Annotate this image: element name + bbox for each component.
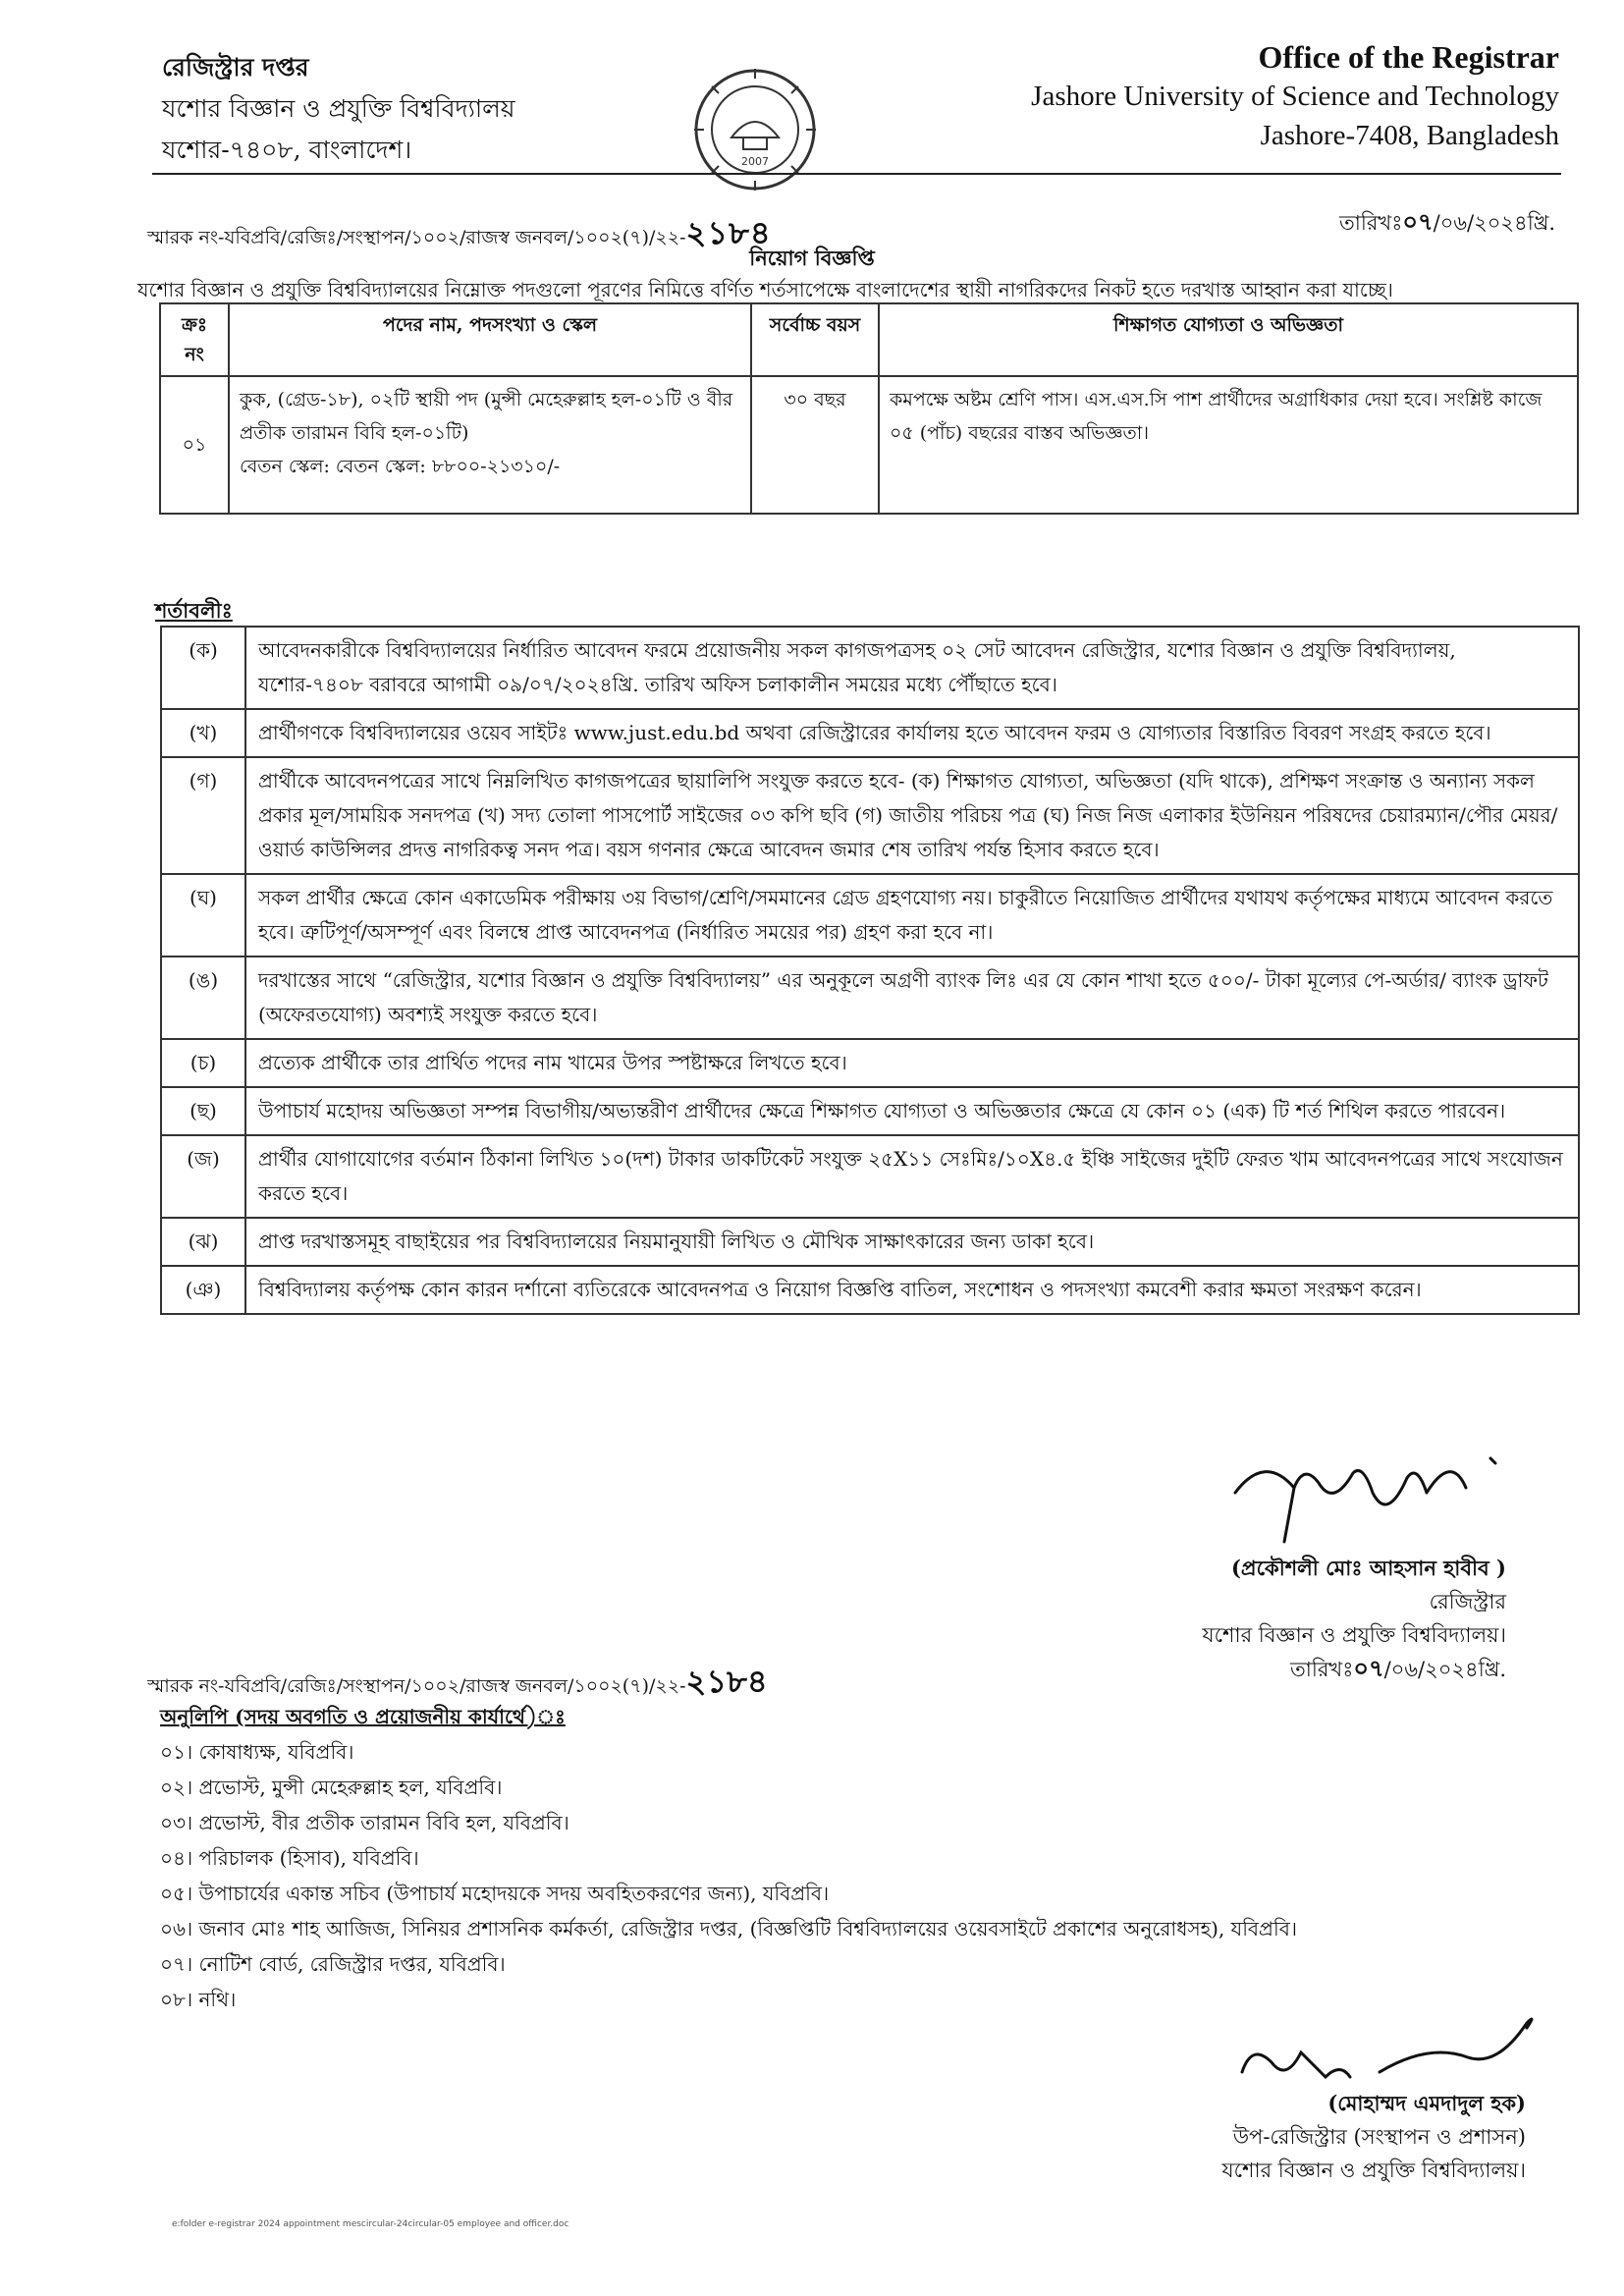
row-post [229,376,751,514]
memo2-ref-handwritten: ২১৮৪ [685,1663,768,1700]
address-bn: যশোর-৭৪০৮, বাংলাদেশ। [162,136,412,164]
date-label: তারিখঃ [1339,211,1403,235]
university-name-en: Jashore University of Science and Technology [1031,81,1559,112]
registrar-org: যশোর বিজ্ঞান ও প্রযুক্তি বিশ্ববিদ্যালয়। [1202,1623,1506,1647]
list-item: ০৮। নথি। [160,1988,237,2011]
condition-text: দরখাস্তের সাথে “রেজিস্ট্রার, যশোর বিজ্ঞান ও প্রযুক্তি বিশ্ববিদ্যালয়” এর অনুকূলে অগ্রণী ব্যাংক লিঃ এর যে কোন শাখা হতে ৫০০/- টাকা মূল্যের পে-অর্ডার/ ব্যাংক ড্রাফট (অফেরতযোগ্য) অবশ্যই সংযুক্ত করতে হবে। [245,957,1579,1039]
condition-key: (ক) [161,627,245,709]
conditions-table [160,626,1580,1315]
condition-row [161,709,1579,757]
condition-key: (জ) [161,1135,245,1218]
condition-key: (ঙ) [161,957,245,1039]
cc-title: অনুলিপি (সদয় অবগতি ও প্রয়োজনীয় কার্যার্থে)ঃ [160,1705,566,1728]
registrar-signature-icon [1225,1434,1520,1552]
post-table [159,302,1579,515]
post-scale: বেতন স্কেল: বেতন স্কেল: ৮৮০০-২১৩১০/- [240,456,561,477]
condition-text: প্রত্যেক প্রার্থীকে তার প্রার্থিত পদের নাম খামের উপর স্পষ্টাক্ষরে লিখতে হবে। [245,1039,1579,1087]
condition-text: উপাচার্য মহোদয় অভিজ্ঞতা সম্পন্ন বিভাগীয়/অভ্যন্তরীণ প্রার্থীদের ক্ষেত্রে শিক্ষাগত যোগ্যতা ও অভিজ্ঞতার ক্ষেত্রে যে কোন ০১ (এক) টি শর্ত শিথিল করতে পারবেন। [245,1087,1579,1135]
notice-title: নিয়োগ বিজ্ঞপ্তি [749,246,875,270]
memo-ref-handwritten: ২১৮৪ [685,214,772,251]
condition-key: (ঝ) [161,1218,245,1266]
file-path-footer: e:folder e-registrar 2024 appointment mescircular-24circular-05 employee and officer.doc [172,2219,569,2229]
condition-row [161,1039,1579,1087]
cc-list [160,1699,1297,2017]
seal-year: 2007 [741,155,769,168]
condition-key: (গ) [161,757,245,874]
condition-key: (ঘ) [161,874,245,957]
col-qualification: শিক্ষাগত যোগ্যতা ও অভিজ্ঞতা [879,303,1578,376]
memo2-ref-text: স্মারক নং-যবিপ্রবি/রেজিঃ/সংস্থাপন/১০০২/রাজস্ব জনবল/১০০২(৭)/২২- [147,1675,686,1697]
deputy-registrar-title: উপ-রেজিস্ট্রার (সংস্থাপন ও প্রশাসন) [1232,2125,1526,2149]
row-qualification: কমপক্ষে অষ্টম শ্রেণি পাস। এস.এস.সি পাশ প্রার্থীদের অগ্রাধিকার দেয়া হবে। সংশ্লিষ্ট কাজে ০৫ (পাঁচ) বছরের বাস্তব অভিজ্ঞতা। [879,376,1578,514]
col-post: পদের নাম, পদসংখ্যা ও স্কেল [229,303,751,376]
registrar-title: রেজিস্ট্রার [1429,1590,1506,1613]
list-item: ০৬। জনাব মোঃ শাহ আজিজ, সিনিয়র প্রশাসনিক কর্মকর্তা, রেজিস্ট্রার দপ্তর, (বিজ্ঞপ্তিটি বিশ্ববিদ্যালয়ের ওয়েবসাইটে প্রকাশের অনুরোধসহ), যবিপ্রবি। [160,1917,1297,1941]
address-en: Jashore-7408, Bangladesh [1260,120,1559,151]
post-table-header-row [160,303,1578,376]
registrar-date: তারিখঃ০৭/০৬/২০২৪খ্রি. [1290,1655,1506,1682]
condition-text: প্রার্থীগণকে বিশ্ববিদ্যালয়ের ওয়েব সাইটঃ www.just.edu.bd অথবা রেজিস্ট্রারের কার্যালয় হতে আবেদন ফরম ও যোগ্যতার বিস্তারিত বিবরণ সংগ্রহ করতে হবে। [245,709,1579,757]
condition-row [161,627,1579,709]
condition-text: প্রার্থীর যোগাযোগের বর্তমান ঠিকানা লিখিত ১০(দশ) টাকার ডাকটিকেট সংযুক্ত ২৫X১১ সেঃমিঃ/১০X৪.৫ ইঞ্চি সাইজের দুইটি ফেরত খাম আবেদনপত্রের সাথে সংযোজন করতে হবে। [245,1135,1579,1218]
condition-row [161,1135,1579,1218]
deputy-registrar-org: যশোর বিজ্ঞান ও প্রযুক্তি বিশ্ববিদ্যালয়। [1221,2159,1526,2182]
list-item: ০৭। নোটিশ বোর্ড, রেজিস্ট্রার দপ্তর, যবিপ্রবি। [160,1952,506,1976]
condition-row [161,874,1579,957]
list-item: ০৪। পরিচালক (হিসাব), যবিপ্রবি। [160,1846,419,1870]
condition-key: (ঞ) [161,1266,245,1314]
notice-intro: যশোর বিজ্ঞান ও প্রযুক্তি বিশ্ববিদ্যালয়ের নিম্নোক্ত পদগুলো পূরণের নিমিত্তে বর্ণিত শর্তসাপেক্ষে বাংলাদেশের স্থায়ী নাগরিকদের নিকট হতে দরখাস্ত আহ্বান করা যাচ্ছে। [137,278,1393,301]
memo-ref-text: স্মারক নং-যবিপ্রবি/রেজিঃ/সংস্থাপন/১০০২/রাজস্ব জনবল/১০০২(৭)/২২- [147,227,686,248]
condition-row [161,1218,1579,1266]
row-sl: ০১ [160,376,229,514]
condition-key: (ছ) [161,1087,245,1135]
deputy-registrar-name: (মোহাম্মদ এমদাদুল হক) [1327,2091,1526,2115]
condition-key: (খ) [161,709,245,757]
post-name: কুক, (গ্রেড-১৮), ০২টি স্থায়ী পদ (মুন্সী মেহেরুল্লাহ হল-০১টি ও বীর প্রতীক তারামন বিবি হল-০১টি) [240,389,733,444]
header-bangla [162,47,515,171]
condition-row [161,957,1579,1039]
condition-text: বিশ্ববিদ্যালয় কর্তৃপক্ষ কোন কারন দর্শানো ব্যতিরেকে আবেদনপত্র ও নিয়োগ বিজ্ঞপ্তি বাতিল, সংশোধন ও পদসংখ্যা কমবেশী করার ক্ষমতা সংরক্ষণ করেন। [245,1266,1579,1314]
row-age: ৩০ বছর [751,376,879,514]
university-name-bn: যশোর বিজ্ঞান ও প্রযুক্তি বিশ্ববিদ্যালয় [162,94,515,123]
header-english [1031,37,1559,155]
deputy-registrar-signature-icon [1232,1984,1546,2102]
table-row [160,376,1578,514]
registrar-name: (প্রকৌশলী মোঃ আহসান হাবীব ) [1230,1556,1506,1580]
col-age: সর্বোচ্চ বয়স [751,303,879,376]
list-item: ০৫। উপাচার্যের একান্ত সচিব (উপাচার্য মহোদয়কে সদয় অবহিতকরণের জন্য), যবিপ্রবি। [160,1882,830,1905]
list-item: ০৩। প্রভোস্ট, বীর প্রতীক তারামন বিবি হল, যবিপ্রবি। [160,1811,569,1834]
date-handwritten: ০৭ [1402,208,1434,236]
condition-row [161,757,1579,874]
condition-text: প্রার্থীকে আবেদনপত্রের সাথে নিম্নলিখিত কাগজপত্রের ছায়ালিপি সংযুক্ত করতে হবে- (ক) শিক্ষাগত যোগ্যতা, অভিজ্ঞতা (যদি থাকে), প্রশিক্ষণ সংক্রান্ত ও অন্যান্য সকল প্রকার মূল/সাময়িক সনদপত্র (খ) সদ্য তোলা পাসপোর্ট সাইজের ০৩ কপি ছবি (গ) জাতীয় পরিচয় পত্র (ঘ) নিজ নিজ এলাকার ইউনিয়ন পরিষদের চেয়ারম্যান/পৌর মেয়র/ওয়ার্ড কাউন্সিলর প্রদত্ত নাগরিকত্ব সনদ পত্র। বয়স গণনার ক্ষেত্রে আবেদন জমার শেষ তারিখ পর্যন্ত হিসাব করতে হবে। [245,757,1579,874]
office-name-bn: রেজিস্ট্রার দপ্তর [162,53,309,82]
deputy-registrar-signature-block [1222,2087,1526,2187]
registrar-signature-block [1203,1552,1506,1686]
header-divider [152,173,1561,175]
condition-row [161,1087,1579,1135]
condition-text: সকল প্রার্থীর ক্ষেত্রে কোন একাডেমিক পরীক্ষায় ৩য় বিভাগ/শ্রেণি/সমমানের গ্রেড গ্রহণযোগ্য নয়। চাকুরীতে নিয়োজিত প্রার্থীদের যথাযথ কর্তৃপক্ষের মাধ্যমে আবেদন করতে হবে। ত্রুটিপূর্ণ/অসম্পূর্ণ এবং বিলম্বে প্রাপ্ত আবেদনপত্র (নির্ধারিত সময়ের পর) গ্রহণ করা হবে না। [245,874,1579,957]
date-rest: /০৬/২০২৪খ্রি. [1433,211,1555,235]
conditions-title: শর্তাবলীঃ [155,598,233,623]
condition-row [161,1266,1579,1314]
memo-date [1339,204,1555,244]
list-item: ০২। প্রভোস্ট, মুন্সী মেহেরুল্লাহ হল, যবিপ্রবি। [160,1776,503,1799]
office-name-en: Office of the Registrar [1258,39,1559,75]
condition-key: (চ) [161,1039,245,1087]
condition-text: আবেদনকারীকে বিশ্ববিদ্যালয়ের নির্ধারিত আবেদন ফরমে প্রয়োজনীয় সকল কাগজপত্রসহ ০২ সেট আবেদন রেজিস্ট্রার, যশোর বিজ্ঞান ও প্রযুক্তি বিশ্ববিদ্যালয়, যশোর-৭৪০৮ বরাবরে আগামী ০৯/০৭/২০২৪খ্রি. তারিখ অফিস চলাকালীন সময়ের মধ্যে পৌঁছাতে হবে। [245,627,1579,709]
col-sl: ক্রঃ নং [160,303,229,376]
list-item: ০১। কোষাধ্যক্ষ, যবিপ্রবি। [160,1740,354,1764]
condition-text: প্রাপ্ত দরখাস্তসমূহ বাছাইয়ের পর বিশ্ববিদ্যালয়ের নিয়মানুযায়ী লিখিত ও মৌখিক সাক্ষাৎকারের জন্য ডাকা হবে। [245,1218,1579,1266]
